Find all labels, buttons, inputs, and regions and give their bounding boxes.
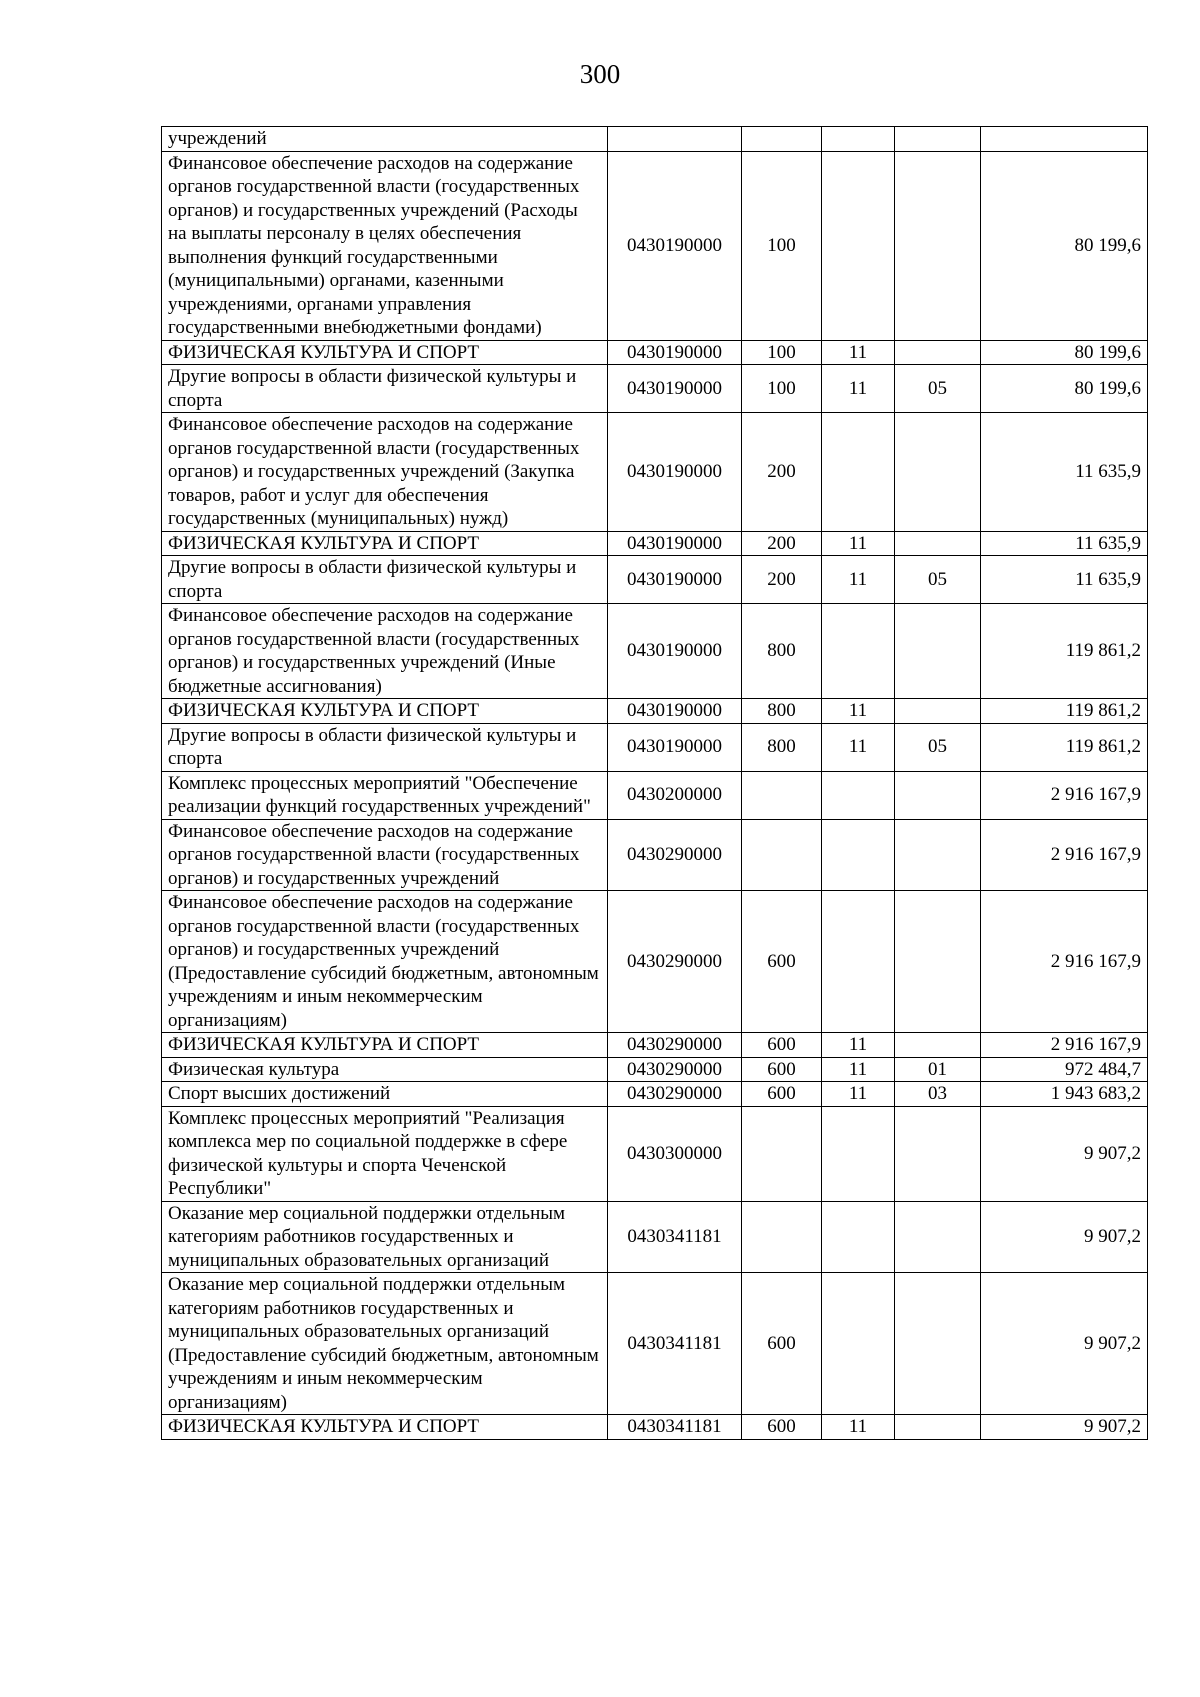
expense-type-code-cell xyxy=(742,1201,822,1273)
row-name-cell: ФИЗИЧЕСКАЯ КУЛЬТУРА И СПОРТ xyxy=(162,1415,608,1440)
subsection-code-cell: 05 xyxy=(895,365,981,413)
section-code-cell xyxy=(822,819,895,891)
target-article-code-cell: 0430341181 xyxy=(608,1415,742,1440)
subsection-code-cell xyxy=(895,604,981,699)
section-code-cell xyxy=(822,413,895,532)
target-article-code-cell: 0430290000 xyxy=(608,819,742,891)
row-name-cell: Финансовое обеспечение расходов на содержание органов государственной власти (государственных органов) и государственных учреждений (Предоставление субсидий бюджетным, автономным учреждениям и иным некоммерческим организациям) xyxy=(162,891,608,1033)
row-name-cell: Физическая культура xyxy=(162,1057,608,1082)
expense-type-code-cell: 200 xyxy=(742,413,822,532)
table-row xyxy=(162,819,1148,891)
expense-type-code-cell xyxy=(742,771,822,819)
section-code-cell xyxy=(822,891,895,1033)
section-code-cell xyxy=(822,1273,895,1415)
row-name-cell: Другие вопросы в области физической культуры и спорта xyxy=(162,365,608,413)
target-article-code-cell: 0430190000 xyxy=(608,723,742,771)
subsection-code-cell: 01 xyxy=(895,1057,981,1082)
row-name-cell: ФИЗИЧЕСКАЯ КУЛЬТУРА И СПОРТ xyxy=(162,1033,608,1058)
subsection-code-cell xyxy=(895,699,981,724)
subsection-code-cell xyxy=(895,1033,981,1058)
amount-cell: 9 907,2 xyxy=(981,1201,1148,1273)
page-number: 300 xyxy=(579,59,621,89)
subsection-code-cell xyxy=(895,1106,981,1201)
table-row xyxy=(162,1201,1148,1273)
expense-type-code-cell xyxy=(742,127,822,152)
table-row xyxy=(162,556,1148,604)
amount-cell: 9 907,2 xyxy=(981,1106,1148,1201)
expense-type-code-cell: 200 xyxy=(742,531,822,556)
subsection-code-cell xyxy=(895,771,981,819)
row-name-cell: Финансовое обеспечение расходов на содержание органов государственной власти (государственных органов) и государственных учреждений xyxy=(162,819,608,891)
target-article-code-cell: 0430190000 xyxy=(608,531,742,556)
amount-cell: 1 943 683,2 xyxy=(981,1082,1148,1107)
table-row xyxy=(162,531,1148,556)
amount-cell: 9 907,2 xyxy=(981,1273,1148,1415)
row-name-cell: учреждений xyxy=(162,127,608,152)
expense-type-code-cell: 600 xyxy=(742,1415,822,1440)
expense-type-code-cell: 800 xyxy=(742,604,822,699)
amount-cell: 2 916 167,9 xyxy=(981,1033,1148,1058)
target-article-code-cell: 0430300000 xyxy=(608,1106,742,1201)
expense-type-code-cell: 100 xyxy=(742,365,822,413)
section-code-cell: 11 xyxy=(822,1033,895,1058)
table-row xyxy=(162,723,1148,771)
expense-type-code-cell: 800 xyxy=(742,723,822,771)
row-name-cell: Оказание мер социальной поддержки отдельным категориям работников государственных и муниципальных образовательных организаций (Предоставление субсидий бюджетным, автономным учреждениям и иным некоммерческим организациям) xyxy=(162,1273,608,1415)
amount-cell: 972 484,7 xyxy=(981,1057,1148,1082)
table-row xyxy=(162,771,1148,819)
target-article-code-cell xyxy=(608,127,742,152)
section-code-cell: 11 xyxy=(822,1057,895,1082)
expense-type-code-cell xyxy=(742,819,822,891)
amount-cell: 119 861,2 xyxy=(981,699,1148,724)
subsection-code-cell xyxy=(895,1273,981,1415)
expense-type-code-cell: 600 xyxy=(742,1082,822,1107)
amount-cell: 80 199,6 xyxy=(981,365,1148,413)
amount-cell: 9 907,2 xyxy=(981,1415,1148,1440)
subsection-code-cell: 05 xyxy=(895,556,981,604)
amount-cell: 119 861,2 xyxy=(981,723,1148,771)
expense-type-code-cell: 100 xyxy=(742,340,822,365)
target-article-code-cell: 0430290000 xyxy=(608,1033,742,1058)
amount-cell: 2 916 167,9 xyxy=(981,771,1148,819)
expense-type-code-cell: 600 xyxy=(742,1057,822,1082)
subsection-code-cell xyxy=(895,127,981,152)
amount-cell: 2 916 167,9 xyxy=(981,891,1148,1033)
row-name-cell: Оказание мер социальной поддержки отдельным категориям работников государственных и муниципальных образовательных организаций xyxy=(162,1201,608,1273)
row-name-cell: Финансовое обеспечение расходов на содержание органов государственной власти (государственных органов) и государственных учреждений (Иные бюджетные ассигнования) xyxy=(162,604,608,699)
table-row xyxy=(162,1106,1148,1201)
row-name-cell: Финансовое обеспечение расходов на содержание органов государственной власти (государственных органов) и государственных учреждений (Расходы на выплаты персоналу в целях обеспечения выполнения функций государственными (муниципальными) органами, казенными учреждениями, органами управления государственными внебюджетными фондами) xyxy=(162,151,608,340)
amount-cell: 119 861,2 xyxy=(981,604,1148,699)
row-name-cell: Другие вопросы в области физической культуры и спорта xyxy=(162,556,608,604)
target-article-code-cell: 0430190000 xyxy=(608,413,742,532)
table-row xyxy=(162,604,1148,699)
expense-type-code-cell: 600 xyxy=(742,1273,822,1415)
expense-type-code-cell: 200 xyxy=(742,556,822,604)
section-code-cell: 11 xyxy=(822,340,895,365)
expense-type-code-cell: 100 xyxy=(742,151,822,340)
amount-cell: 11 635,9 xyxy=(981,413,1148,532)
row-name-cell: Комплекс процессных мероприятий "Обеспечение реализации функций государственных учреждений" xyxy=(162,771,608,819)
subsection-code-cell xyxy=(895,151,981,340)
row-name-cell: Спорт высших достижений xyxy=(162,1082,608,1107)
section-code-cell: 11 xyxy=(822,365,895,413)
section-code-cell xyxy=(822,604,895,699)
amount-cell: 80 199,6 xyxy=(981,151,1148,340)
target-article-code-cell: 0430190000 xyxy=(608,556,742,604)
section-code-cell xyxy=(822,127,895,152)
target-article-code-cell: 0430190000 xyxy=(608,699,742,724)
subsection-code-cell: 03 xyxy=(895,1082,981,1107)
row-name-cell: Комплекс процессных мероприятий "Реализация комплекса мер по социальной поддержке в сфере физической культуры и спорта Чеченской Республики" xyxy=(162,1106,608,1201)
table-row xyxy=(162,1057,1148,1082)
section-code-cell: 11 xyxy=(822,699,895,724)
table-row xyxy=(162,413,1148,532)
row-name-cell: ФИЗИЧЕСКАЯ КУЛЬТУРА И СПОРТ xyxy=(162,699,608,724)
table-row xyxy=(162,1415,1148,1440)
row-name-cell: ФИЗИЧЕСКАЯ КУЛЬТУРА И СПОРТ xyxy=(162,340,608,365)
subsection-code-cell xyxy=(895,1415,981,1440)
section-code-cell: 11 xyxy=(822,556,895,604)
target-article-code-cell: 0430290000 xyxy=(608,1082,742,1107)
expense-type-code-cell: 600 xyxy=(742,891,822,1033)
amount-cell: 2 916 167,9 xyxy=(981,819,1148,891)
row-name-cell: Финансовое обеспечение расходов на содержание органов государственной власти (государственных органов) и государственных учреждений (Закупка товаров, работ и услуг для обеспечения государственных (муниципальных) нужд) xyxy=(162,413,608,532)
expense-type-code-cell: 600 xyxy=(742,1033,822,1058)
section-code-cell: 11 xyxy=(822,1415,895,1440)
target-article-code-cell: 0430190000 xyxy=(608,340,742,365)
section-code-cell xyxy=(822,1106,895,1201)
target-article-code-cell: 0430341181 xyxy=(608,1201,742,1273)
target-article-code-cell: 0430341181 xyxy=(608,1273,742,1415)
table-row xyxy=(162,340,1148,365)
amount-cell: 11 635,9 xyxy=(981,531,1148,556)
expense-type-code-cell xyxy=(742,1106,822,1201)
target-article-code-cell: 0430290000 xyxy=(608,1057,742,1082)
row-name-cell: ФИЗИЧЕСКАЯ КУЛЬТУРА И СПОРТ xyxy=(162,531,608,556)
section-code-cell xyxy=(822,151,895,340)
subsection-code-cell xyxy=(895,891,981,1033)
table-row xyxy=(162,891,1148,1033)
section-code-cell: 11 xyxy=(822,531,895,556)
table-row xyxy=(162,127,1148,152)
subsection-code-cell xyxy=(895,413,981,532)
subsection-code-cell xyxy=(895,340,981,365)
amount-cell: 11 635,9 xyxy=(981,556,1148,604)
row-name-cell: Другие вопросы в области физической культуры и спорта xyxy=(162,723,608,771)
target-article-code-cell: 0430190000 xyxy=(608,365,742,413)
target-article-code-cell: 0430290000 xyxy=(608,891,742,1033)
budget-table-body xyxy=(162,127,1148,1440)
expense-type-code-cell: 800 xyxy=(742,699,822,724)
table-row xyxy=(162,365,1148,413)
section-code-cell xyxy=(822,771,895,819)
section-code-cell: 11 xyxy=(822,723,895,771)
subsection-code-cell xyxy=(895,819,981,891)
subsection-code-cell: 05 xyxy=(895,723,981,771)
amount-cell xyxy=(981,127,1148,152)
table-row xyxy=(162,1033,1148,1058)
table-row xyxy=(162,699,1148,724)
section-code-cell: 11 xyxy=(822,1082,895,1107)
table-row xyxy=(162,1082,1148,1107)
table-row xyxy=(162,1273,1148,1415)
section-code-cell xyxy=(822,1201,895,1273)
table-row xyxy=(162,151,1148,340)
budget-table xyxy=(161,126,1148,1440)
target-article-code-cell: 0430190000 xyxy=(608,604,742,699)
amount-cell: 80 199,6 xyxy=(981,340,1148,365)
target-article-code-cell: 0430190000 xyxy=(608,151,742,340)
subsection-code-cell xyxy=(895,1201,981,1273)
target-article-code-cell: 0430200000 xyxy=(608,771,742,819)
subsection-code-cell xyxy=(895,531,981,556)
